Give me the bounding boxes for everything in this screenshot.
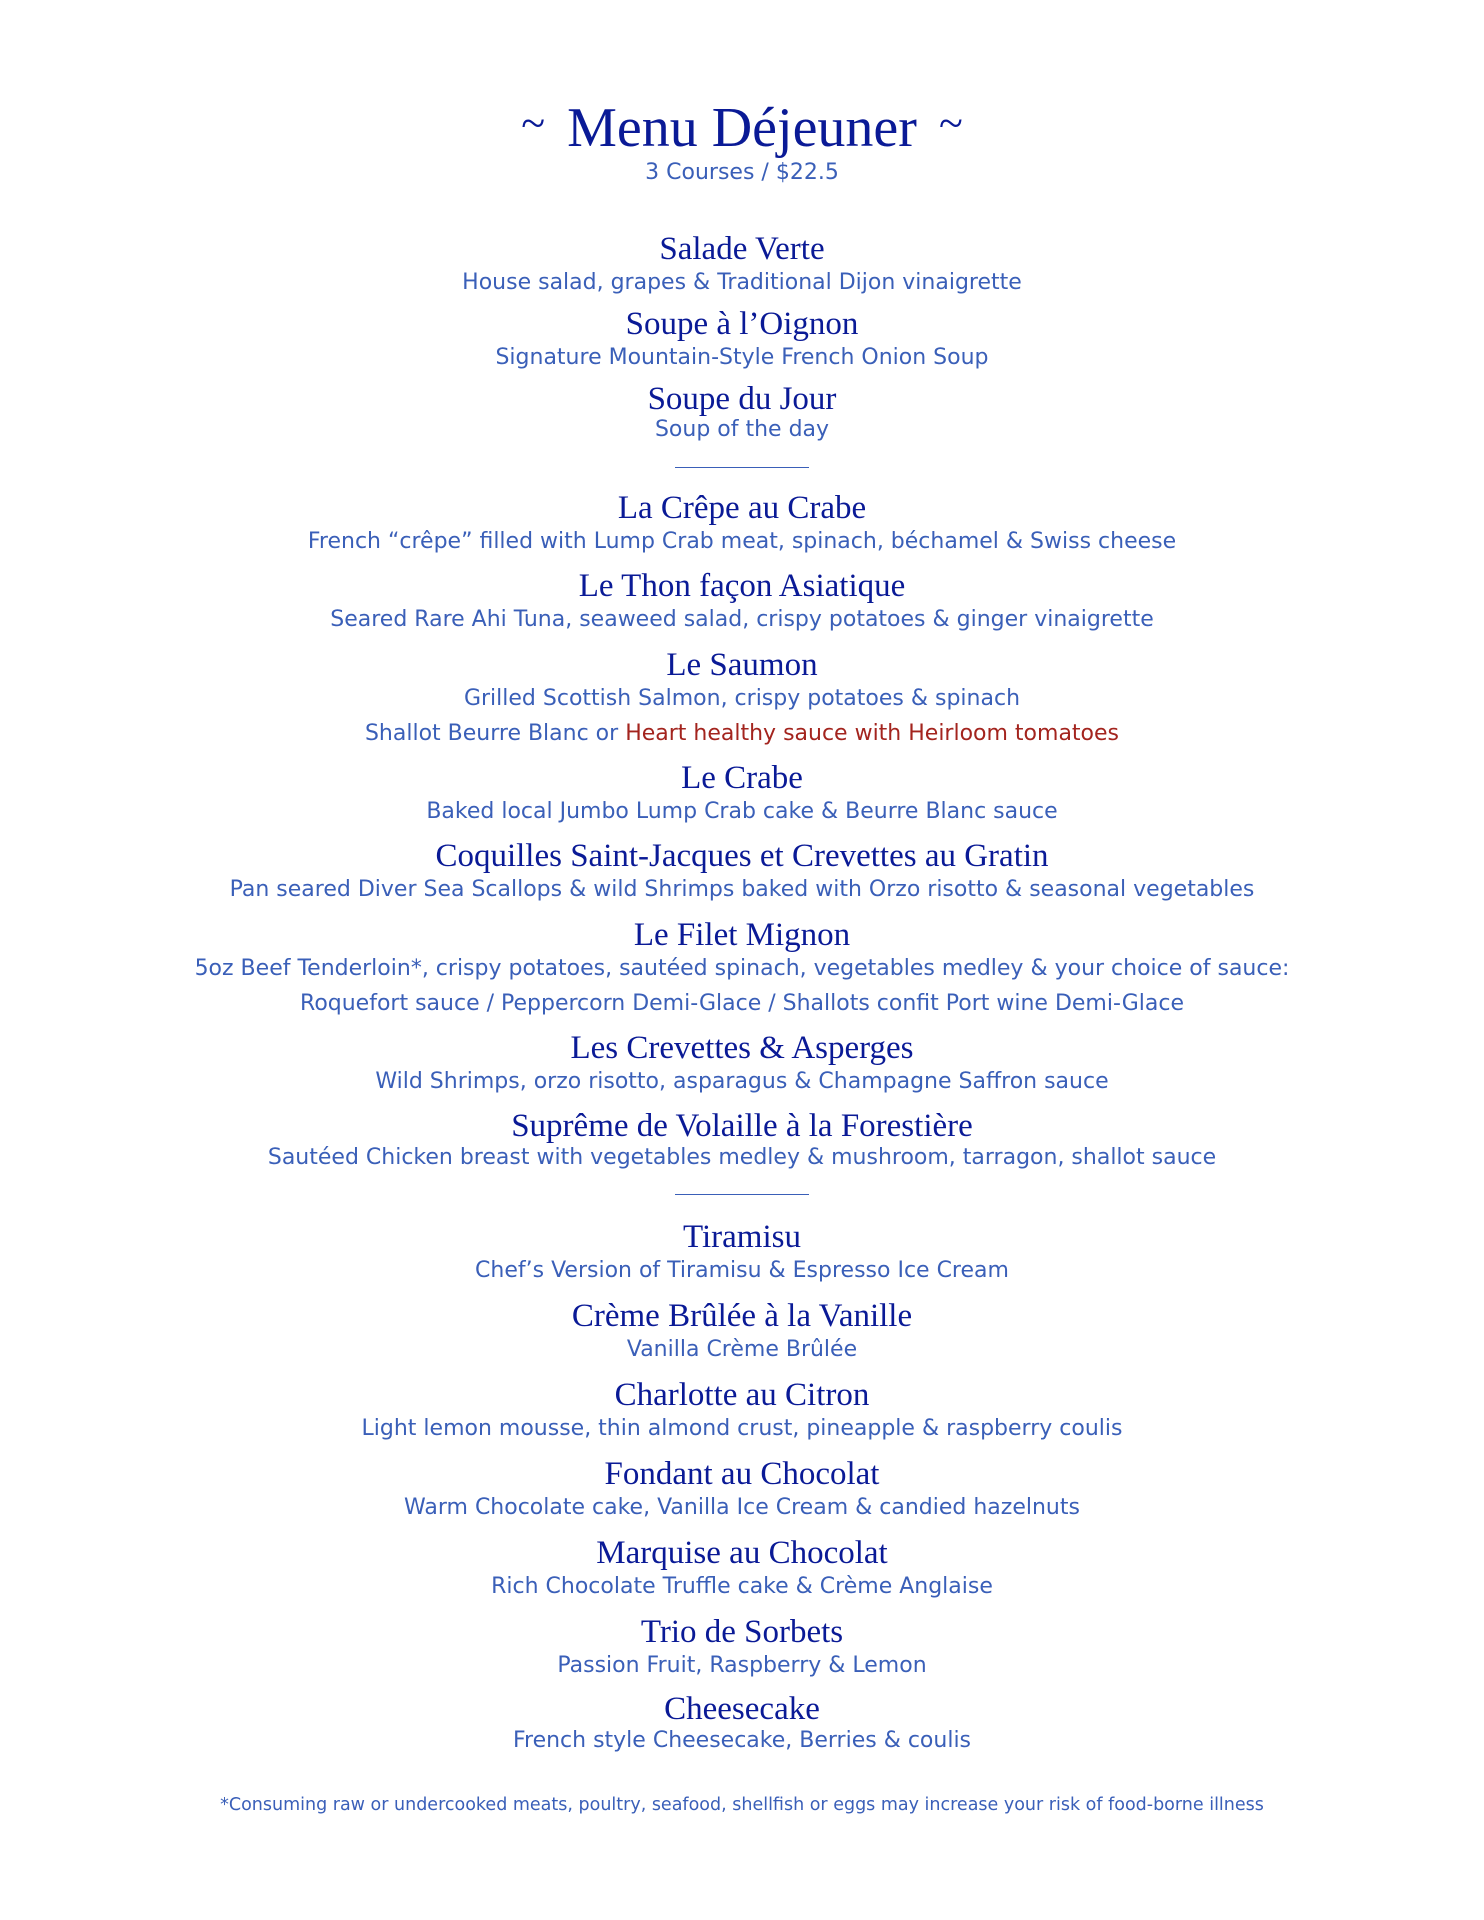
dish-desc-charlotte-citron: Light lemon mousse, thin almond crust, pineapple & raspberry coulis	[361, 1416, 1123, 1441]
dish-desc-crepe-crabe: French “crêpe” filled with Lump Crab meat, spinach, béchamel & Swiss cheese	[307, 529, 1177, 554]
dish-desc-supreme-volaille: Sautéed Chicken breast with vegetables medley & mushroom, tarragon, shallot sauce	[267, 1145, 1217, 1170]
dish-desc-marquise-chocolat: Rich Chocolate Truffle cake & Crème Anglaise	[491, 1574, 993, 1599]
dish-desc-filet-mignon-sauces: Roquefort sauce / Peppercorn Demi-Glace / Shallots confit Port wine Demi-Glace	[300, 991, 1184, 1016]
dish-name-marquise-chocolat: Marquise au Chocolat	[596, 1535, 888, 1571]
dish-desc-coquilles: Pan seared Diver Sea Scallops & wild Shrimps baked with Orzo risotto & seasonal vegetables	[229, 877, 1255, 902]
title-tilde-right: ~	[938, 99, 963, 148]
dish-desc-filet-mignon: 5oz Beef Tenderloin*, crispy potatoes, sautéed spinach, vegetables medley & your choice of sauce:	[194, 956, 1290, 981]
dish-name-filet-mignon: Le Filet Mignon	[633, 917, 851, 953]
dish-name-soupe-jour: Soupe du Jour	[647, 381, 837, 417]
dish-name-cheesecake: Cheesecake	[664, 1691, 820, 1727]
dish-desc-saumon: Grilled Scottish Salmon, crispy potatoes & spinach	[463, 686, 1021, 711]
dish-desc-trio-sorbets: Passion Fruit, Raspberry & Lemon	[557, 1653, 927, 1678]
dish-name-saumon: Le Saumon	[666, 647, 818, 683]
dish-name-supreme-volaille: Suprême de Volaille à la Forestière	[511, 1108, 973, 1144]
dish-name-crepe-crabe: La Crêpe au Crabe	[617, 490, 867, 526]
dish-desc-saumon-sauce	[0, 723, 1484, 745]
dish-name-charlotte-citron: Charlotte au Citron	[614, 1377, 870, 1413]
dish-name-tiramisu: Tiramisu	[683, 1219, 801, 1255]
health-footnote: *Consuming raw or undercooked meats, poultry, seafood, shellfish or eggs may increase your risk of food-borne illness	[220, 1795, 1264, 1815]
dish-name-soupe-oignon: Soupe à l’Oignon	[625, 306, 859, 342]
dish-desc-fondant-chocolat: Warm Chocolate cake, Vanilla Ice Cream & candied hazelnuts	[404, 1495, 1080, 1520]
dish-desc-soupe-oignon: Signature Mountain-Style French Onion Soup	[495, 345, 989, 370]
dish-name-salade-verte: Salade Verte	[659, 231, 825, 267]
menu-subtitle: 3 Courses / $22.5	[645, 160, 839, 185]
dish-name-trio-sorbets: Trio de Sorbets	[640, 1614, 844, 1650]
dish-name-thon: Le Thon façon Asiatique	[578, 568, 906, 604]
saumon-sauce-option-1: Shallot Beurre Blanc or	[364, 721, 626, 746]
dish-name-crevettes-asperges: Les Crevettes & Asperges	[570, 1030, 914, 1066]
section-divider-1	[675, 467, 809, 468]
dish-desc-soupe-jour: Soup of the day	[654, 417, 830, 442]
dish-desc-tiramisu: Chef’s Version of Tiramisu & Espresso Ice Cream	[475, 1258, 1009, 1283]
menu-title-text: Menu Déjeuner	[567, 97, 917, 159]
title-tilde-left: ~	[521, 99, 546, 148]
section-divider-2	[675, 1194, 809, 1195]
dish-desc-thon: Seared Rare Ahi Tuna, seaweed salad, crispy potatoes & ginger vinaigrette	[330, 607, 1154, 632]
dish-name-creme-brulee: Crème Brûlée à la Vanille	[571, 1298, 913, 1334]
dish-desc-salade-verte: House salad, grapes & Traditional Dijon vinaigrette	[462, 270, 1022, 295]
dish-desc-creme-brulee: Vanilla Crème Brûlée	[626, 1337, 858, 1362]
saumon-sauce-option-2: Heart healthy sauce with Heirloom tomatoes	[625, 721, 1120, 746]
dish-desc-cheesecake: French style Cheesecake, Berries & coulis	[512, 1728, 972, 1753]
dish-name-coquilles: Coquilles Saint-Jacques et Crevettes au Gratin	[435, 838, 1049, 874]
dish-name-fondant-chocolat: Fondant au Chocolat	[604, 1456, 880, 1492]
menu-title	[0, 97, 1484, 159]
dish-name-crabe: Le Crabe	[681, 760, 803, 796]
dish-desc-crevettes-asperges: Wild Shrimps, orzo risotto, asparagus & Champagne Saffron sauce	[375, 1069, 1109, 1094]
dish-desc-crabe: Baked local Jumbo Lump Crab cake & Beurre Blanc sauce	[426, 799, 1058, 824]
